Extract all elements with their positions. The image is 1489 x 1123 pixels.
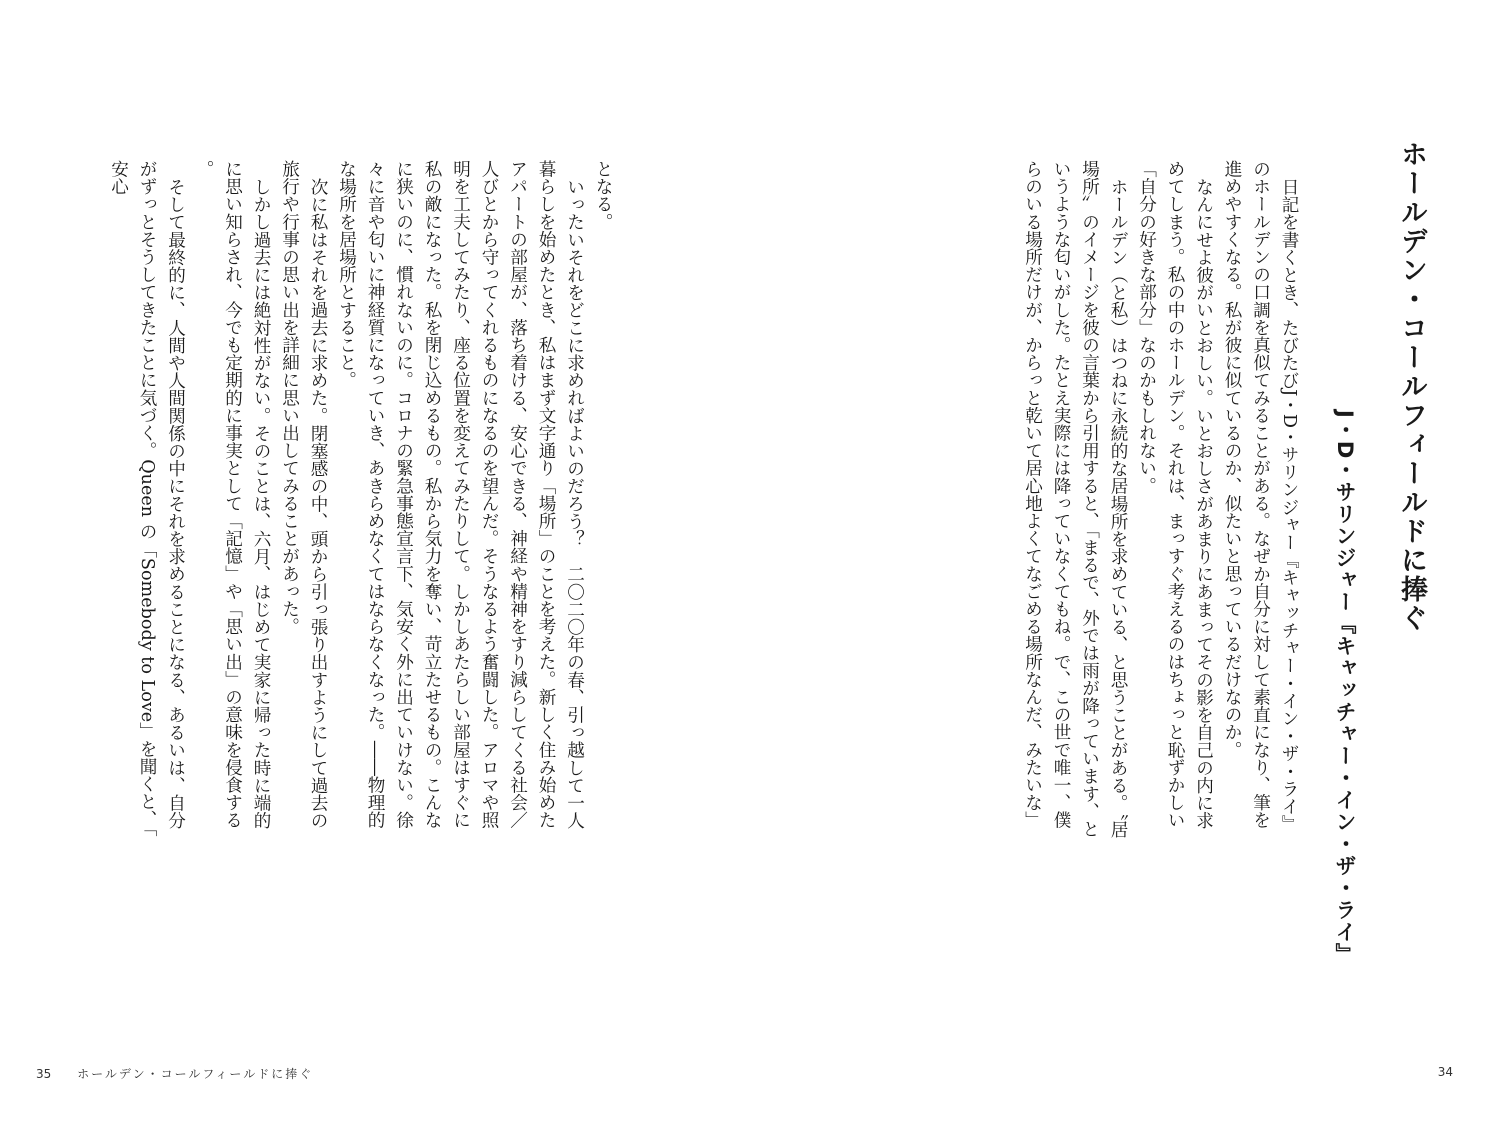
right-paragraph-1: 日記を書くとき、たびたびJ・D・サリンジャー『キャッチャー・イン・ザ・ライ』のホールデンの口調を真似てみることがある。なぜか自分に対して素直になり、筆を進めやすくなる。私が彼に似ているのか、似たいと思っているだけなのか。 [1222,160,1299,833]
chapter-subtitle: J・D・サリンジャー『キャッチャー・イン・ザ・ライ』 [1333,410,1357,966]
right-paragraph-3: ホールデン（と私）はつねに永続的な居場所を求めている、と思うことがある。〝居場所〟のイメージを彼の言葉から引用すると、「まるで、外では雨が降っています、というような匂いがした。たとえ実際には降っていなくてもね。で、この世で唯一、僕らのいる場所だけが、からっと乾いて居心地よくてなごめる場所なんだ、みたいな」 [1022,160,1128,838]
left-paragraph-5: そして最終的に、人間や人間関係の中にそれを求めることになる、あるいは、自分がずっとそうしてきたことに気づく。Queen の「Somebody to Love」を聞くと、「安心 [108,160,186,837]
left-paragraph-2: いったいそれをどこに求めればよいのだろう？ 二〇二〇年の春、引っ越して一人暮らしを始めたとき、私はまず文字通り「場所」のことを考えた。新しく住み始めたアパートの部屋が、落ち着ける、安心できる、神経や精神をすり減らしてくる社会／人びとから守ってくれるものになるのを望んだ。そうなるよう奮闘した。アロマや照明を工夫してみたり、座る位置を変えてみたりして。しかしあたらしい部屋はすぐに私の敵になった。私を閉じ込めるもの。私から気力を奪い、苛立たせるもの。こんなに狭いのに、慣れないのに。コロナの緊急事態宣言下、気安く外に出ていけない。徐々に音や匂いに神経質になっていき、あきらめなくてはならなくなった。――物理的な場所を居場所とすること。 [336,160,585,829]
left-paragraph-3: 次に私はそれを過去に求めた。閉塞感の中、頭から引っ張り出すようにして過去の旅行や行事の思い出を詳細に思い出してみることがあった。 [279,160,328,829]
page-number-left: 35 [36,1067,52,1081]
left-paragraph-4: しかし過去には絶対性がない。そのことは、六月、はじめて実家に帰った時に端的に思い知らされ、今でも定期的に事実として「記憶」や「思い出」の意味を侵食する。 [194,160,271,829]
running-head: ホールデン・コールフィールドに捧ぐ [77,1067,314,1081]
page-number-right: 34 [1437,1065,1453,1079]
left-paragraph-1: となる。 [593,160,613,231]
right-page [745,0,1489,1123]
left-page-footer [36,1065,313,1082]
chapter-title: ホールデン・コールフィールドに捧ぐ [1396,140,1427,633]
right-page-body [953,160,1303,840]
left-page-body [57,160,617,840]
right-paragraph-2: なんにせよ彼がいとおしい。いとおしさがあまりにあまってその影を自己の内に求めてしまう。私の中のホールデン。それは、まっすぐ考えるのはちょっと恥ずかしい「自分の好きな部分」なのかもしれない。 [1136,160,1214,829]
